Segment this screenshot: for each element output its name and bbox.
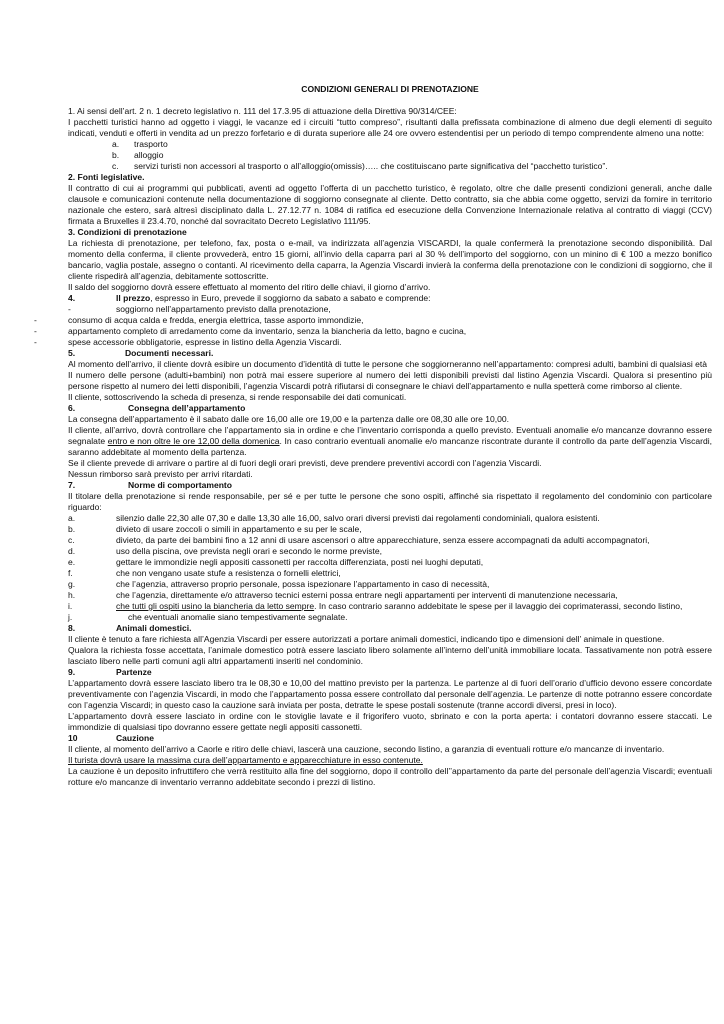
section-6-heading: Consegna dell’appartamento	[128, 403, 246, 413]
list-text: alloggio	[134, 150, 164, 160]
section-1-text: I pacchetti turistici hanno ad oggetto i viaggi, le vacanze ed i circuiti “tutto compreso”, risultanti dalla prefissata combinazione di almeno due degli elementi di seguito indicati, venduti e offerti in vendita ad un prezzo forfetario e di durata superiore alle 24 ore ovvero estendentisi per un periodo di tempo comprendente almeno una notte:	[68, 117, 712, 138]
list-marker: d.	[68, 546, 76, 556]
list-marker: b.	[112, 150, 120, 160]
list-text: divieto di usare zoccoli o simili in appartamento e su per le scale,	[116, 524, 362, 534]
list-item	[68, 161, 712, 172]
list-item	[34, 315, 712, 326]
section-4-text: , espresso in Euro, prevede il soggiorno da sabato a sabato e comprende:	[150, 293, 431, 303]
list-item	[68, 304, 712, 315]
list-marker: g.	[68, 579, 76, 589]
section-10	[68, 733, 712, 788]
list-item	[68, 568, 712, 579]
section-6-paragraph: Se il cliente prevede di arrivare o partire al di fuori degli orari previsti, deve prendere preventivi accordi con l’agenzia Viscardi.	[68, 458, 542, 468]
list-text: uso della piscina, ove prevista negli orari e secondo le norme previste,	[116, 546, 383, 556]
section-8-paragraph: Il cliente è tenuto a fare richiesta all’Agenzia Viscardi per essere autorizzati a portare animali domestici, indicando tipo e dimensioni dell’ animale in questione.	[68, 634, 665, 644]
section-5-heading-line	[68, 348, 712, 359]
list-text: trasporto	[134, 139, 168, 149]
list-item	[34, 337, 712, 348]
list-marker: -	[34, 315, 37, 325]
paragraph-text: . In caso contrario eventuali anomalie e/o mancanze riscontrate durante il controllo da parte dell’agenzia Viscardi, saranno addebitate al momento della partenza.	[68, 436, 712, 457]
section-3-heading: 3. Condizioni di prenotazione	[68, 227, 187, 237]
document-title: CONDIZIONI GENERALI DI PRENOTAZIONE	[301, 84, 479, 94]
list-text: servizi turisti non accessori al trasporto o all’alloggio(omissis)….. che costituiscano parte significativa del “pacchetto turistico”.	[134, 161, 608, 171]
section-5	[68, 348, 712, 403]
section-6	[68, 403, 712, 480]
section-5-paragraph: Al momento dell’arrivo, il cliente dovrà esibire un documento d’identità di tutte le persone che soggiorneranno nell’appartamento: compresi adulti, bambini di qualsiasi età	[68, 359, 708, 369]
list-text: che l’agenzia, attraverso proprio personale, possa ispezionare l’appartamento in caso di necessità,	[116, 579, 490, 589]
paragraph-text: Il cliente, all’arrivo, dovrà controllare che l’appartamento sia in ordine e che l’inventario corrisponda a quello previsto. Eventuali anomalie e/o mancanze dovranno essere segnalate	[68, 425, 712, 446]
list-marker: -	[34, 337, 37, 347]
list-text: silenzio dalle 22,30 alle 07,30 e dalle 13,30 alle 16,00, salvo orari diversi previsti dai regolamenti condominiali, qualora esistenti.	[116, 513, 600, 523]
section-7-number: 7.	[68, 480, 76, 490]
section-1-intro: 1. Ai sensi dell’art. 2 n. 1 decreto legislativo n. 111 del 17.3.95 di attuazione della Direttiva 90/314/CEE:	[68, 106, 457, 116]
section-1	[68, 106, 712, 172]
section-10-number: 10	[68, 733, 78, 743]
list-text: che non vengano usate stufe a resistenza o fornelli elettrici,	[116, 568, 341, 578]
list-item	[68, 546, 712, 557]
list-text: che l’agenzia, direttamente e/o attraverso tecnici esterni possa entrare negli appartamenti per interventi di manutenzione necessaria,	[116, 590, 618, 600]
section-4	[34, 293, 712, 348]
list-item	[68, 612, 712, 623]
section-10-heading-line	[68, 733, 712, 744]
section-10-heading: Cauzione	[116, 733, 154, 743]
section-5-paragraph: Il numero delle persone (adulti+bambini) non potrà mai essere superiore al numero dei letti disponibili previsti dal listino Agenzia Viscardi. Qualora si presentino più persone rispetto al numero dei letti disponibili, l’agenzia Viscardi potrà rifiutarsi di consegnare le chiavi dell’appartamento e nulla spetterà come rimborso al cliente.	[68, 370, 712, 391]
section-8-paragraph: Qualora la richiesta fosse accettata, l’animale domestico potrà essere lasciato libero solamente all’interno dell’unità immobiliare locata. Tassativamente non potrà essere lasciato libero nelle parti comuni agli altri appartamenti inseriti nel condominio.	[68, 645, 712, 666]
list-marker: -	[34, 326, 37, 336]
list-text: appartamento completo di arredamento come da inventario, senza la biancheria da letto, bagno e cucina,	[68, 326, 467, 336]
list-marker: h.	[68, 590, 76, 600]
list-item	[68, 150, 712, 161]
section-8-heading-line	[68, 623, 712, 634]
section-10-underlined-paragraph: Il turista dovrà usare la massima cura dell’appartamento e apparecchiature in esso contenute.	[68, 755, 423, 765]
section-7-heading: Norme di comportamento	[128, 480, 232, 490]
list-item	[68, 524, 712, 535]
section-9-heading-line	[68, 667, 712, 678]
section-8	[68, 623, 712, 667]
list-text: soggiorno nell’appartamento previsto dalla prenotazione,	[116, 304, 331, 314]
section-9	[68, 667, 712, 733]
section-9-paragraph: L’appartamento dovrà essere lasciato in ordine con le stoviglie lavate e il frigorifero vuoto, sbrinato e con la porta aperta: i contatori dovranno essere staccati. Le immondizie di qualsiasi tipo dovranno essere gettate negli appositi cassonetti.	[68, 711, 712, 732]
section-2	[68, 172, 712, 227]
list-text: gettare le immondizie negli appositi cassonetti per raccolta differenziata, posti nei luoghi deputati,	[116, 557, 484, 567]
list-item	[68, 513, 712, 524]
list-marker: b.	[68, 524, 76, 534]
section-2-heading: 2. Fonti legislative.	[68, 172, 145, 182]
list-text: . In caso contrario saranno addebitate le spese per il lavaggio dei coprimaterassi, secondo listino,	[314, 601, 683, 611]
section-4-number: 4.	[68, 293, 76, 303]
section-4-heading-line	[68, 293, 712, 304]
section-8-heading: Animali domestici.	[116, 623, 192, 633]
section-9-heading: Partenze	[116, 667, 152, 677]
list-marker: c.	[68, 535, 75, 545]
section-10-paragraph: Il cliente, al momento dell’arrivo a Caorle e ritiro delle chiavi, lascerà una cauzione, secondo listino, a garanzia di eventuali rotture e/o mancanze di inventario.	[68, 744, 665, 754]
list-text: spese accessorie obbligatorie, espresse in listino della Agenzia Viscardi.	[68, 337, 342, 347]
section-7	[68, 480, 712, 623]
list-marker: j.	[68, 612, 73, 622]
section-4-heading: Il prezzo	[116, 293, 151, 303]
section-3-text: La richiesta di prenotazione, per telefono, fax, posta o e-mail, va indirizzata all’agenzia VISCARDI, la quale confermerà la prenotazione secondo disponibilità. Dal momento della conferma, il cliente provvederà, entro 15 giorni, all’invio della caparra pari al 30 % dell’importo del soggiorno, con un minino di € 100 a mezzo bonifico bancario, vaglia postale, assegno o contanti. Al ricevimento della caparra, la Agenzia Viscardi invierà la conferma della prenotazione con le condizioni di soggiorno, che il cliente rispedirà all’agenzia, debitamente sottoscritte.	[68, 238, 712, 281]
section-6-paragraph: La consegna dell’appartamento è il sabato dalle ore 16,00 alle ore 19,00 e la partenza dalle ore 08,30 alle ore 10,00.	[68, 414, 509, 424]
list-marker: i.	[68, 601, 73, 611]
section-9-paragraph: L’appartamento dovrà essere lasciato libero tra le 08,30 e 10,00 del mattino previsto per la partenza. Le partenze al di fuori dell’orario d’ufficio devono essere concordate preventivamente con l’agenzia Viscardi, in modo che l’appartamento possa essere controllato dal personale dell’agenzia. Le partenze di notte potranno essere concordate con l’agenzia Viscardi; in questo caso la cauzione sarà inviata per posta, detratte le spese postali sostenute (tranne accordi diversi, presi in loco).	[68, 678, 712, 710]
list-item	[68, 590, 712, 601]
list-item	[68, 139, 712, 150]
list-text: consumo di acqua calda e fredda, energia elettrica, tasse asporto immondizie,	[68, 315, 364, 325]
list-text: divieto, da parte dei bambini fino a 12 anni di usare ascensori o altre apparecchiature, senza essere accompagnati da adulti accompagnatori,	[116, 535, 650, 545]
list-marker: e.	[68, 557, 76, 567]
list-marker: c.	[112, 161, 119, 171]
section-6-paragraph: Nessun rimborso sarà previsto per arrivi ritardati.	[68, 469, 253, 479]
section-3	[68, 227, 712, 293]
section-7-text: Il titolare della prenotazione si rende responsabile, per sé e per tutte le persone che sono ospiti, affinché sia rispettato il regolamento del condominio con particolare riguardo:	[68, 491, 712, 512]
list-marker: a.	[112, 139, 120, 149]
list-item	[68, 535, 712, 546]
list-item	[68, 601, 712, 612]
section-7-heading-line	[68, 480, 712, 491]
list-text: che eventuali anomalie siano tempestivamente segnalate.	[128, 612, 348, 622]
section-6-heading-line	[68, 403, 712, 414]
list-marker: a.	[68, 513, 76, 523]
document-body	[34, 84, 712, 788]
section-5-number: 5.	[68, 348, 76, 358]
section-6-number: 6.	[68, 403, 76, 413]
section-2-text: Il contratto di cui ai programmi qui pubblicati, aventi ad oggetto l’offerta di un pacchetto turistico, è regolato, oltre che dalle presenti condizioni generali, anche dalle clausole e comunicazioni contenute nella documentazione di soggiorno consegnate al cliente. Detto contratto, sia che abbia come oggetto, servizi da fornire in territorio nazionale che estero, sarà altresì disciplinato dalla L. 27.12.77 n. 1084 di ratifica ed esecuzione della Convenzione Internazionale relativa al contratto di viaggi (CCV) firmata a Bruxelles il 23.4.70, nonché dal sovracitato Decreto Legislativo 111/95.	[68, 183, 712, 226]
list-marker: -	[68, 304, 71, 314]
underlined-deadline: entro e non oltre le ore 12,00 della domenica	[107, 436, 280, 446]
list-item	[34, 326, 712, 337]
section-5-heading: Documenti necessari.	[125, 348, 214, 358]
section-9-number: 9.	[68, 667, 76, 677]
underlined-text: che tutti gli ospiti usino la biancheria da letto sempre	[116, 601, 315, 611]
section-6-paragraph	[68, 425, 712, 458]
section-5-paragraph: Il cliente, sottoscrivendo la scheda di presenza, si rende responsabile dei dati comunicati.	[68, 392, 407, 402]
list-item	[68, 579, 712, 590]
section-3-text-2: Il saldo del soggiorno dovrà essere effettuato al momento del ritiro delle chiavi, il giorno d’arrivo.	[68, 282, 431, 292]
list-marker: f.	[68, 568, 73, 578]
list-item	[68, 557, 712, 568]
section-8-number: 8.	[68, 623, 76, 633]
section-10-paragraph: La cauzione è un deposito infruttifero che verrà restituito alla fine del soggiorno, dopo il controllo dell’’appartamento da parte del personale dell’agenzia Viscardi; eventuali rotture e/o mancanze di inventario verranno addebitate secondo i prezzi di listino.	[68, 766, 712, 787]
